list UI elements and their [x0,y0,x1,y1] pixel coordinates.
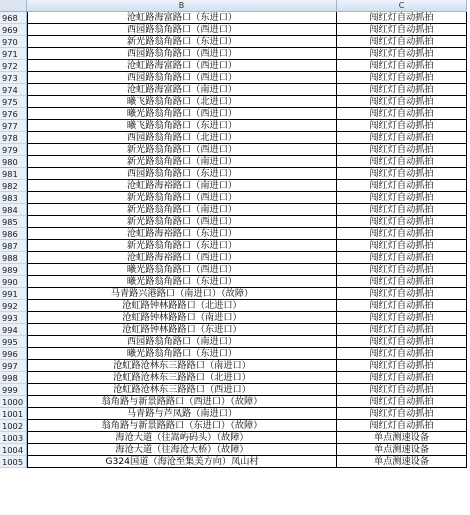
cell-device-type[interactable]: 闯红灯自动抓拍 [337,336,467,348]
column-header-bar [0,0,467,12]
table-row [0,444,467,456]
table-row [0,156,467,168]
cell-device-type[interactable]: 闯红灯自动抓拍 [337,252,467,264]
row-number[interactable]: 976 [0,108,27,120]
cell-device-type[interactable]: 闯红灯自动抓拍 [337,420,467,432]
cell-location[interactable]: 沧虹路沧林东三路路口（西进口） [27,384,337,396]
cell-location[interactable]: 马青路兴港路口（南进口）（故障） [27,288,337,300]
cell-device-type[interactable]: 闯红灯自动抓拍 [337,24,467,36]
row-number[interactable]: 1000 [0,396,27,408]
cell-location[interactable]: 沧虹路海裕路口（西进口） [27,252,337,264]
column-header-b[interactable]: B [27,0,337,12]
row-number[interactable]: 989 [0,264,27,276]
table-row [0,48,467,60]
table-row [0,336,467,348]
cell-location[interactable]: 曦光路翁角路口（西进口） [27,108,337,120]
cell-device-type[interactable]: 闯红灯自动抓拍 [337,300,467,312]
row-number[interactable]: 991 [0,288,27,300]
cell-location[interactable]: 沧虹路钟林路路口（北进口） [27,300,337,312]
cell-location[interactable]: 西园路翁角路口（西进口） [27,24,337,36]
cell-location[interactable]: 新光路翁角路口（东进口） [27,36,337,48]
cell-device-type[interactable]: 闯红灯自动抓拍 [337,48,467,60]
row-number[interactable]: 974 [0,84,27,96]
cell-location[interactable]: 沧虹路海裕路口（东进口） [27,228,337,240]
row-number[interactable]: 1003 [0,432,27,444]
cell-location[interactable]: 新光路翁角路口（南进口） [27,156,337,168]
table-row [0,396,467,408]
row-number[interactable]: 985 [0,216,27,228]
cell-device-type[interactable]: 闯红灯自动抓拍 [337,384,467,396]
table-row [0,240,467,252]
cell-location[interactable]: 曦光路翁角路口（西进口） [27,264,337,276]
cell-device-type[interactable]: 闯红灯自动抓拍 [337,312,467,324]
cell-device-type[interactable]: 闯红灯自动抓拍 [337,84,467,96]
row-number[interactable]: 971 [0,48,27,60]
cell-device-type[interactable]: 闯红灯自动抓拍 [337,192,467,204]
row-number[interactable]: 969 [0,24,27,36]
cell-location[interactable]: G324国道（海沧至集美方向）凤山村 [27,456,337,468]
cell-device-type[interactable]: 单点测速设备 [337,456,467,468]
row-number[interactable]: 1001 [0,408,27,420]
table-row [0,300,467,312]
cell-device-type[interactable]: 闯红灯自动抓拍 [337,348,467,360]
cell-location[interactable]: 西园路翁角路口（西进口） [27,72,337,84]
row-number[interactable]: 982 [0,180,27,192]
cell-device-type[interactable]: 闯红灯自动抓拍 [337,108,467,120]
row-number[interactable]: 1002 [0,420,27,432]
cell-grid [0,12,467,468]
table-row [0,324,467,336]
row-number[interactable]: 984 [0,204,27,216]
row-number[interactable]: 970 [0,36,27,48]
cell-device-type[interactable]: 单点测速设备 [337,444,467,456]
cell-location[interactable]: 曦飞路翁角路口（北进口） [27,96,337,108]
table-row [0,384,467,396]
column-header-c[interactable]: C [337,0,467,12]
table-row [0,360,467,372]
cell-device-type[interactable]: 闯红灯自动抓拍 [337,180,467,192]
row-number[interactable]: 986 [0,228,27,240]
table-row [0,456,467,468]
cell-location[interactable]: 曦光路翁角路口（东进口） [27,276,337,288]
table-row [0,276,467,288]
cell-device-type[interactable]: 闯红灯自动抓拍 [337,372,467,384]
cell-location[interactable]: 新光路翁角路口（南进口） [27,204,337,216]
row-number[interactable]: 993 [0,312,27,324]
cell-location[interactable]: 沧虹路沧林东三路路口（南进口） [27,360,337,372]
cell-location[interactable]: 新光路翁角路口（西进口） [27,144,337,156]
cell-location[interactable]: 西园路翁角路口（西进口） [27,48,337,60]
cell-location[interactable]: 马青路与芦凤路（南进口） [27,408,337,420]
table-row [0,288,467,300]
row-number[interactable]: 994 [0,324,27,336]
row-number[interactable]: 999 [0,384,27,396]
cell-location[interactable]: 海沧大道（往海沧大桥）（故障） [27,444,337,456]
row-number[interactable]: 995 [0,336,27,348]
table-row [0,216,467,228]
table-row [0,168,467,180]
row-number[interactable]: 997 [0,360,27,372]
cell-location[interactable]: 西园路翁角路口（北进口） [27,132,337,144]
select-all-corner[interactable] [0,0,27,12]
table-row [0,12,467,24]
row-number[interactable]: 983 [0,192,27,204]
table-row [0,228,467,240]
cell-location[interactable]: 沧虹路沧林东三路路口（北进口） [27,372,337,384]
cell-location[interactable]: 曦飞路翁角路口（东进口） [27,120,337,132]
table-row [0,432,467,444]
cell-device-type[interactable]: 闯红灯自动抓拍 [337,276,467,288]
row-number[interactable]: 978 [0,132,27,144]
table-row [0,180,467,192]
table-row [0,24,467,36]
cell-location[interactable]: 新光路翁角路口（西进口） [27,192,337,204]
cell-location[interactable]: 西园路翁角路口（东进口） [27,168,337,180]
table-row [0,96,467,108]
table-row [0,36,467,48]
row-number[interactable]: 1005 [0,456,27,468]
cell-location[interactable]: 沧虹路海富路口（西进口） [27,60,337,72]
cell-location[interactable]: 西园路翁角路口（南进口） [27,336,337,348]
cell-device-type[interactable]: 闯红灯自动抓拍 [337,408,467,420]
table-row [0,348,467,360]
cell-device-type[interactable]: 闯红灯自动抓拍 [337,72,467,84]
table-row [0,408,467,420]
row-number[interactable]: 990 [0,276,27,288]
cell-device-type[interactable]: 闯红灯自动抓拍 [337,36,467,48]
cell-device-type[interactable]: 闯红灯自动抓拍 [337,12,467,24]
cell-location[interactable]: 翁角路与新景路路口（西进口）（故障） [27,396,337,408]
cell-location[interactable]: 曦光路翁角路口（东进口） [27,348,337,360]
row-number[interactable]: 968 [0,12,27,24]
cell-location[interactable]: 沧虹路海富路口（东进口） [27,12,337,24]
row-number[interactable]: 980 [0,156,27,168]
cell-device-type[interactable]: 闯红灯自动抓拍 [337,396,467,408]
cell-location[interactable]: 新光路翁角路口（东进口） [27,240,337,252]
cell-device-type[interactable]: 闯红灯自动抓拍 [337,204,467,216]
cell-device-type[interactable]: 闯红灯自动抓拍 [337,228,467,240]
cell-location[interactable]: 沧虹路钟林路路口（东进口） [27,324,337,336]
table-row [0,60,467,72]
row-number[interactable]: 992 [0,300,27,312]
table-row [0,84,467,96]
table-row [0,192,467,204]
cell-device-type[interactable]: 闯红灯自动抓拍 [337,156,467,168]
cell-device-type[interactable]: 闯红灯自动抓拍 [337,216,467,228]
cell-device-type[interactable]: 单点测速设备 [337,432,467,444]
cell-device-type[interactable]: 闯红灯自动抓拍 [337,288,467,300]
row-number[interactable]: 979 [0,144,27,156]
row-number[interactable]: 975 [0,96,27,108]
cell-location[interactable]: 海沧大道（往嵩屿码头）（故障） [27,432,337,444]
cell-device-type[interactable]: 闯红灯自动抓拍 [337,324,467,336]
row-number[interactable]: 987 [0,240,27,252]
cell-location[interactable]: 沧虹路海富路口（南进口） [27,84,337,96]
cell-device-type[interactable]: 闯红灯自动抓拍 [337,264,467,276]
cell-location[interactable]: 沧虹路海裕路口（南进口） [27,180,337,192]
table-row [0,252,467,264]
row-number[interactable]: 977 [0,120,27,132]
table-row [0,204,467,216]
table-row [0,120,467,132]
cell-device-type[interactable]: 闯红灯自动抓拍 [337,96,467,108]
cell-device-type[interactable]: 闯红灯自动抓拍 [337,360,467,372]
cell-device-type[interactable]: 闯红灯自动抓拍 [337,168,467,180]
cell-device-type[interactable]: 闯红灯自动抓拍 [337,132,467,144]
row-number[interactable]: 988 [0,252,27,264]
row-number[interactable]: 998 [0,372,27,384]
cell-device-type[interactable]: 闯红灯自动抓拍 [337,60,467,72]
row-number[interactable]: 996 [0,348,27,360]
row-number[interactable]: 1004 [0,444,27,456]
cell-location[interactable]: 沧虹路钟林路路口（南进口） [27,312,337,324]
table-row [0,264,467,276]
table-row [0,144,467,156]
table-row [0,420,467,432]
cell-location[interactable]: 翁角路与新景路路口（东进口）（故障） [27,420,337,432]
table-row [0,132,467,144]
row-number[interactable]: 972 [0,60,27,72]
table-row [0,312,467,324]
cell-device-type[interactable]: 闯红灯自动抓拍 [337,120,467,132]
row-number[interactable]: 973 [0,72,27,84]
cell-device-type[interactable]: 闯红灯自动抓拍 [337,240,467,252]
row-number[interactable]: 981 [0,168,27,180]
table-row [0,108,467,120]
cell-device-type[interactable]: 闯红灯自动抓拍 [337,144,467,156]
table-row [0,72,467,84]
cell-location[interactable]: 新光路翁角路口（西进口） [27,216,337,228]
table-row [0,372,467,384]
